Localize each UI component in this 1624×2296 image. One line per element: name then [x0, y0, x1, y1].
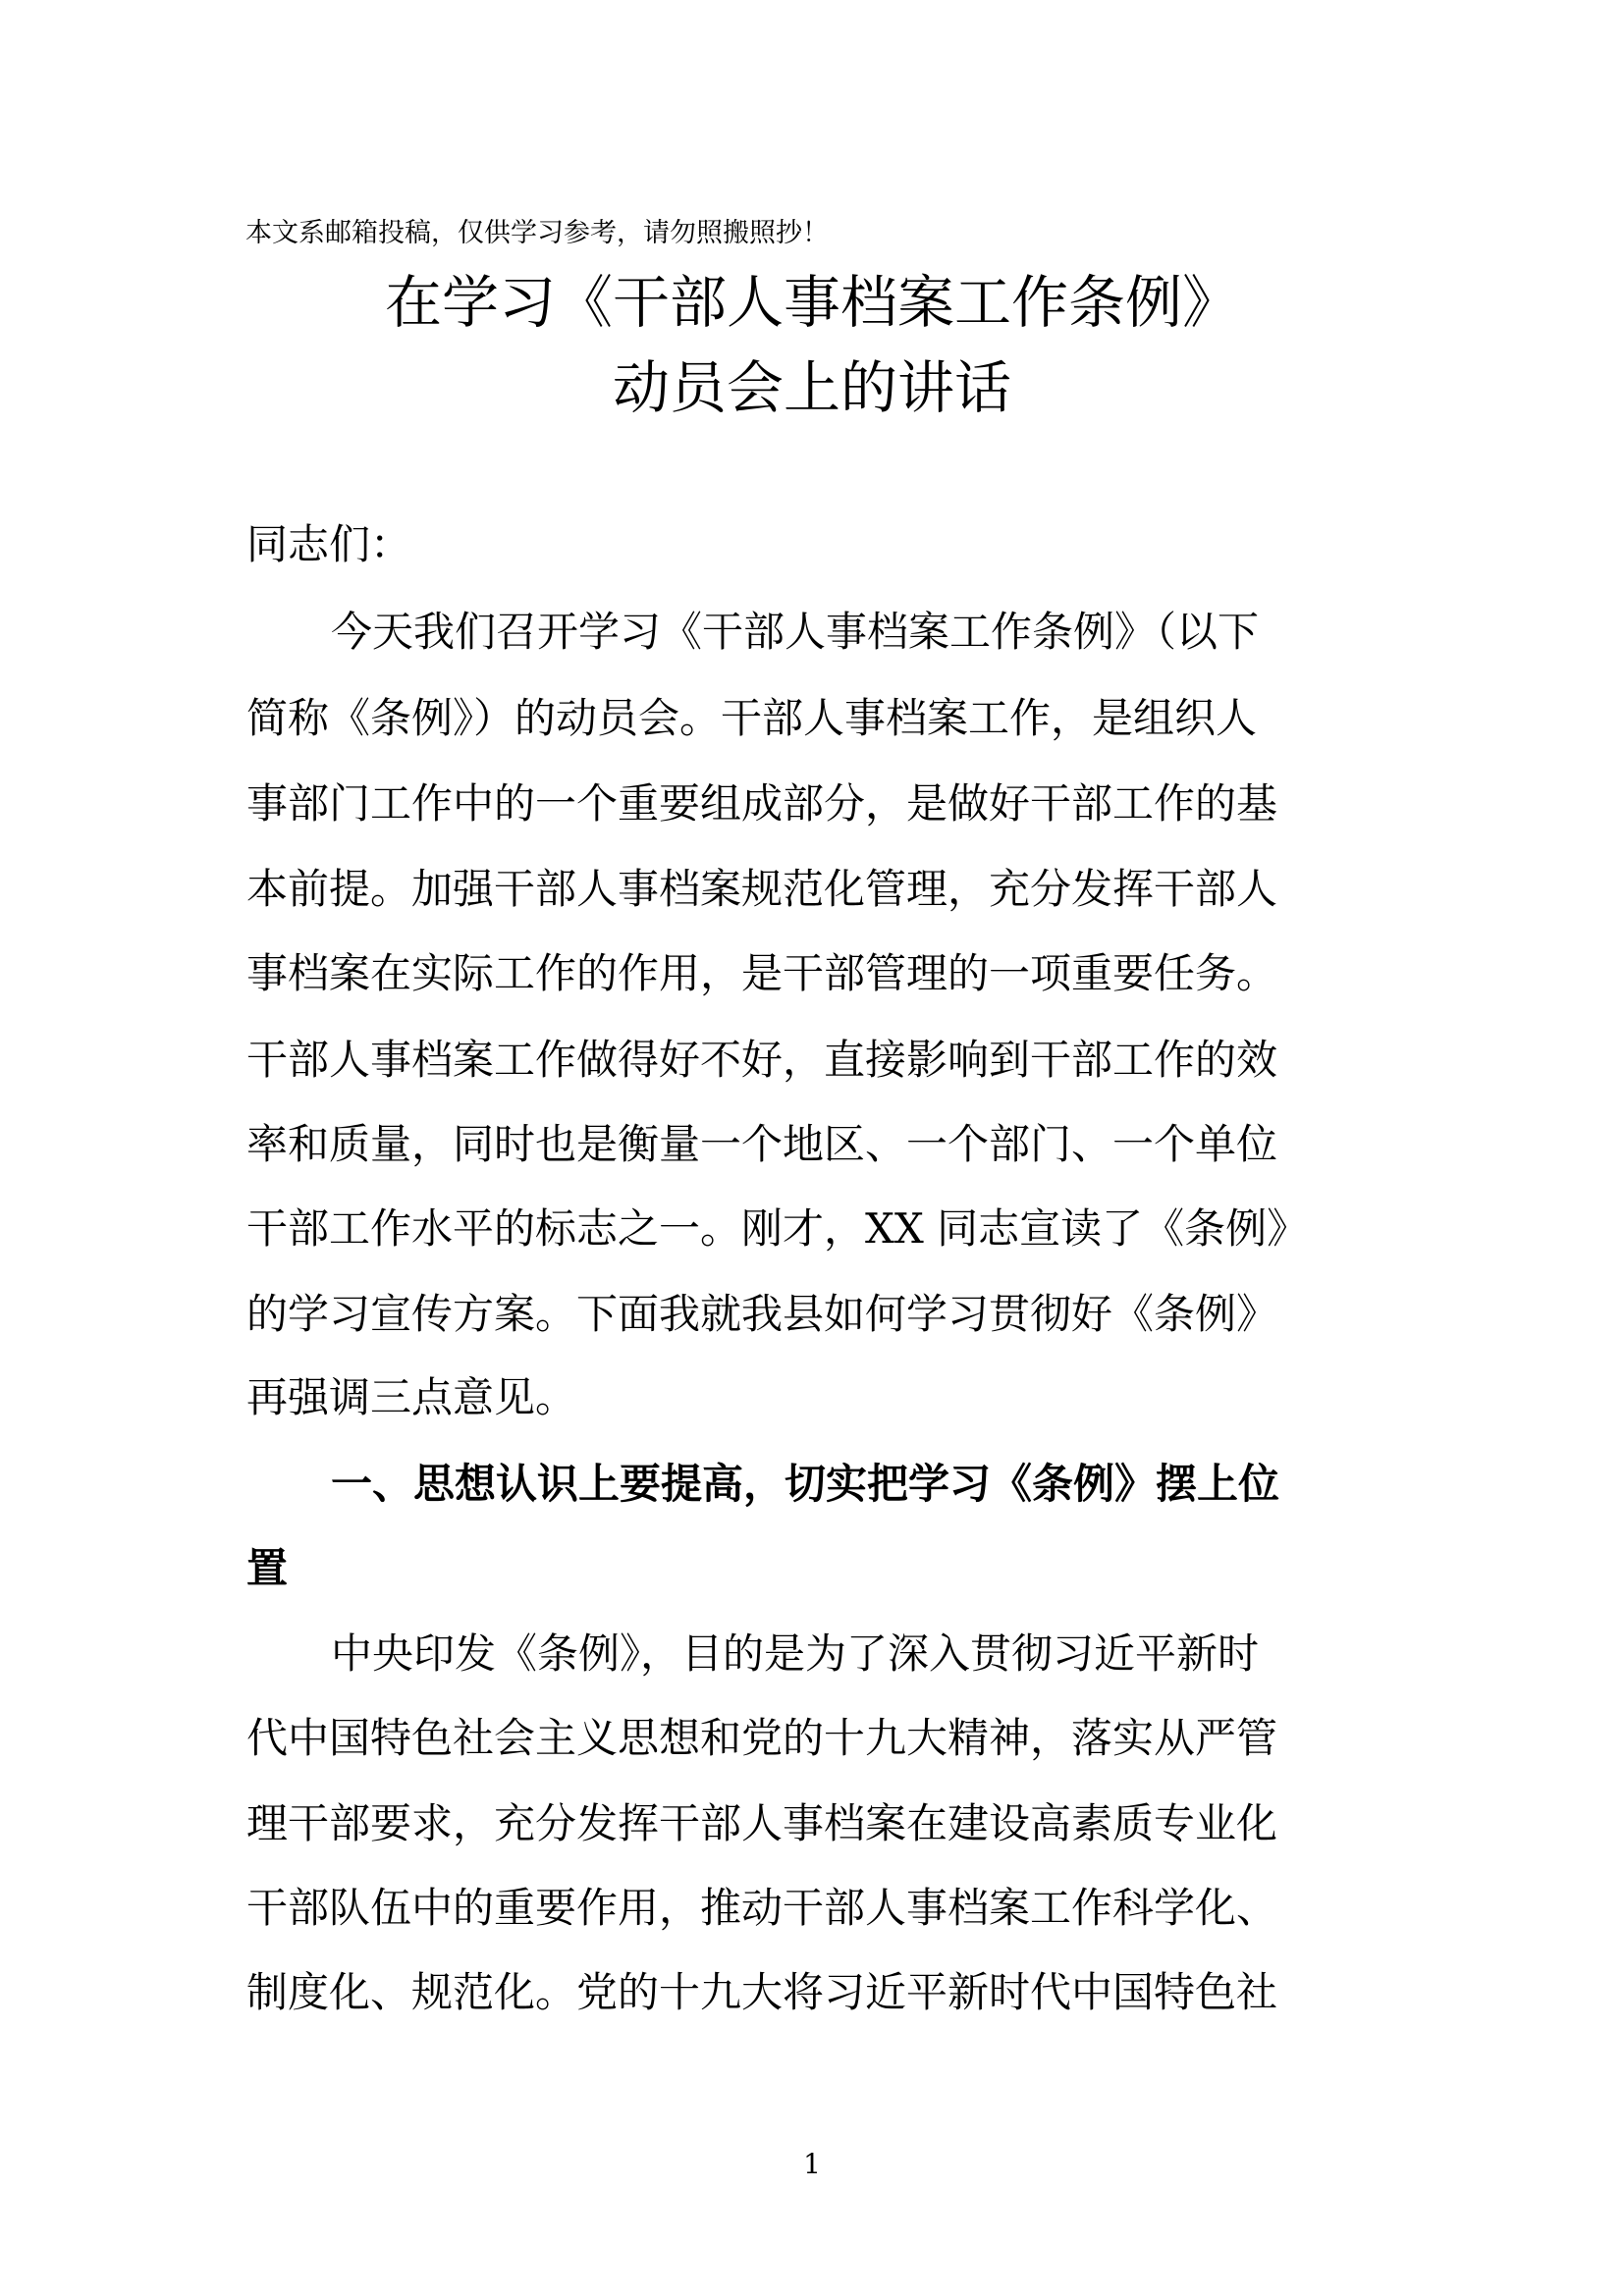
salutation: 同志们：: [246, 520, 412, 568]
paragraph-line: 事部门工作中的一个重要组成部分，是做好干部工作的基: [246, 779, 1278, 828]
placeholder-name: XX: [865, 1204, 924, 1253]
paragraph-line: 今天我们召开学习《干部人事档案工作条例》（以下: [331, 608, 1260, 656]
section-heading-line: 一、思想认识上要提高，切实把学习《条例》摆上位: [331, 1460, 1280, 1508]
paragraph-line: 干部队伍中的重要作用，推动干部人事档案工作科学化、: [246, 1884, 1278, 1932]
paragraph-line: 简称《条例》）的动员会。干部人事档案工作，是组织人: [246, 694, 1258, 742]
paragraph-line: 制度化、规范化。党的十九大将习近平新时代中国特色社: [246, 1968, 1278, 2016]
paragraph-line: 再强调三点意见。: [246, 1373, 577, 1421]
paragraph-line: 中央印发《条例》，目的是为了深入贯彻习近平新时: [331, 1629, 1260, 1678]
paragraph-line: 率和质量，同时也是衡量一个地区、一个部门、一个单位: [246, 1120, 1278, 1168]
page-title-line-2: 动员会上的讲话: [612, 354, 1011, 421]
page-number: 1: [803, 2148, 821, 2180]
paragraph-line: 的学习宣传方案。下面我就我县如何学习贯彻好《条例》: [246, 1290, 1278, 1338]
paragraph-line: 代中国特色社会主义思想和党的十九大精神，落实从严管: [246, 1714, 1278, 1762]
paragraph-text: 同志宣读了《条例》: [923, 1204, 1309, 1253]
section-heading-line: 置: [246, 1544, 289, 1592]
page-title-line-1: 在学习《干部人事档案工作条例》: [384, 269, 1239, 336]
paragraph-line: 理干部要求，充分发挥干部人事档案在建设高素质专业化: [246, 1799, 1278, 1847]
paragraph-text: 干部工作水平的标志之一。刚才，: [246, 1204, 866, 1253]
paragraph-line: 事档案在实际工作的作用，是干部管理的一项重要任务。: [246, 949, 1278, 997]
paragraph-line: [246, 1200, 1308, 1258]
submission-notice: 本文系邮箱投稿，仅供学习参考，请勿照搬照抄！: [245, 218, 829, 248]
paragraph-line: 干部人事档案工作做得好不好，直接影响到干部工作的效: [246, 1036, 1278, 1084]
paragraph-line: 本前提。加强干部人事档案规范化管理，充分发挥干部人: [246, 865, 1278, 913]
